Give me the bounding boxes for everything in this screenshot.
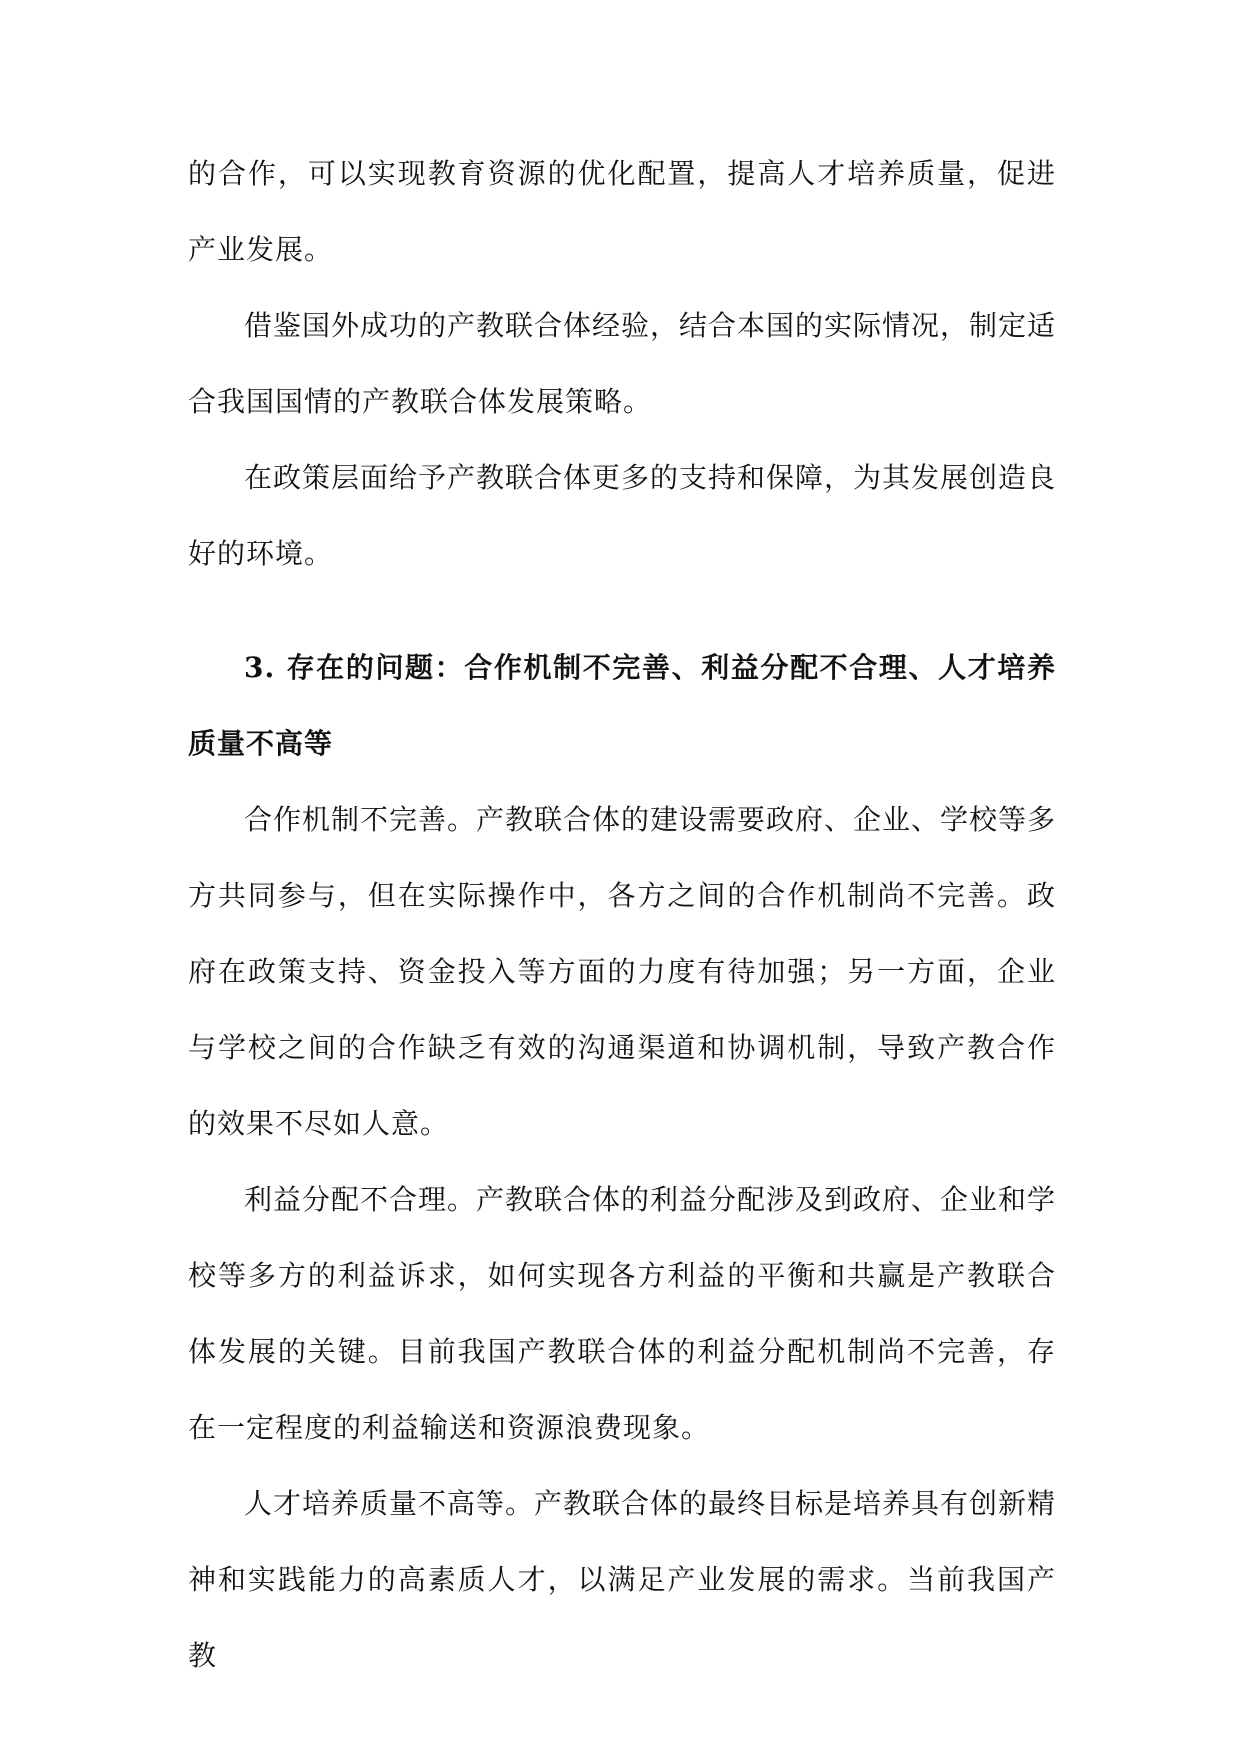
document-page: [188, 136, 1056, 1694]
paragraph-policy-support: 在政策层面给予产教联合体更多的支持和保障，为其发展创造良好的环境。: [188, 461, 1057, 570]
paragraph-continued: 的合作，可以实现教育资源的优化配置，提高人才培养质量，促进产业发展。: [188, 157, 1056, 266]
paragraph-benefit-distribution: 利益分配不合理。产教联合体的利益分配涉及到政府、企业和学校等多方的利益诉求，如何实现各方利益的平衡和共赢是产教联合体发展的关键。目前我国产教联合体的利益分配机制尚不完善，存在一定程度的利益输送和资源浪费现象。: [188, 1183, 1057, 1444]
section-heading: 3. 存在的问题：合作机制不完善、利益分配不合理、人才培养质量不高等: [188, 651, 1056, 760]
paragraph-reference-experience: 借鉴国外成功的产教联合体经验，结合本国的实际情况，制定适合我国国情的产教联合体发展策略。: [188, 309, 1057, 418]
paragraph-talent-quality: 人才培养质量不高等。产教联合体的最终目标是培养具有创新精神和实践能力的高素质人才，以满足产业发展的需求。当前我国产教: [188, 1487, 1057, 1672]
paragraph-cooperation-mechanism: 合作机制不完善。产教联合体的建设需要政府、企业、学校等多方共同参与，但在实际操作中，各方之间的合作机制尚不完善。政府在政策支持、资金投入等方面的力度有待加强；另一方面，企业与学校之间的合作缺乏有效的沟通渠道和协调机制，导致产教合作的效果不尽如人意。: [188, 803, 1057, 1140]
